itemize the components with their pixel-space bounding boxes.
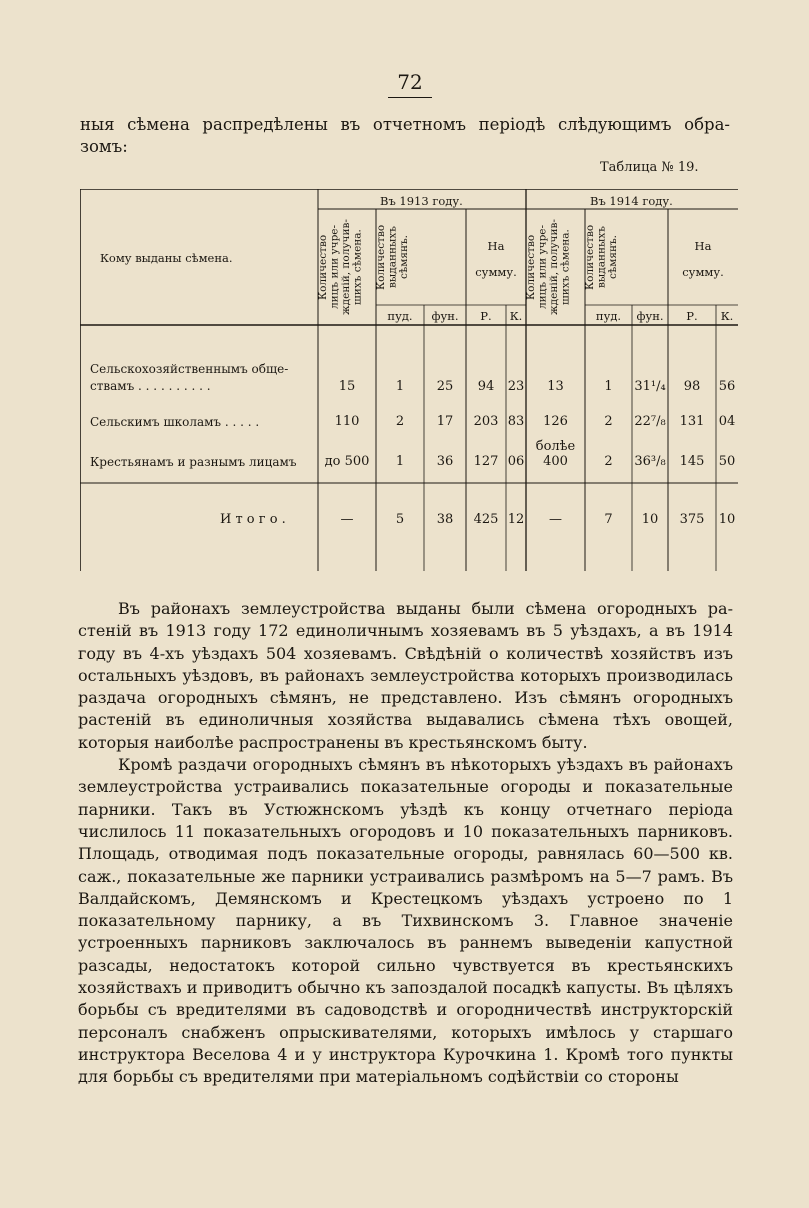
total-cell: 375: [679, 512, 705, 527]
table-cell: 2: [604, 414, 613, 429]
unit-pud-1914: пуд.: [595, 309, 622, 323]
header-quantity-1914: Количество выданныхъ сѣмянъ.: [584, 224, 619, 290]
page-number: 72: [397, 70, 423, 94]
table-cell: 06: [507, 454, 525, 469]
total-cell: —: [549, 512, 562, 527]
unit-fun-1914: фун.: [636, 309, 664, 323]
header-quantity-1913: Количество выданныхъ сѣмянъ.: [375, 224, 410, 290]
table-cell: 22⁷/₈: [634, 414, 666, 429]
header-year-1914: Въ 1914 году.: [590, 194, 673, 208]
intro-line-1: ныя сѣмена распредѣлены въ отчетномъ періодѣ слѣдующимъ обра-: [80, 115, 730, 134]
table-cell: 94: [477, 379, 495, 394]
total-cell: 7: [604, 512, 613, 527]
table-cell: 15: [338, 379, 356, 394]
total-cell: 10: [718, 512, 736, 527]
header-persons-1913: Количество лицъ или учре- жденій, получив- шихъ сѣмена.: [317, 219, 364, 315]
table-cell: 203: [473, 414, 499, 429]
table-cell: 98: [683, 379, 701, 394]
total-cell: 425: [473, 512, 499, 527]
row-label-societies-2: ствамъ . . . . . . . . . .: [90, 379, 211, 393]
table-cell: 2: [395, 414, 405, 429]
table-cell: 1: [395, 379, 405, 394]
table-cell: 13: [547, 379, 564, 394]
unit-pud-1913: пуд.: [387, 309, 413, 323]
paragraph-2: Кромѣ раздачи огородныхъ сѣмянъ въ нѣкоторыхъ уѣздахъ въ районахъ землеустройства устраивались показательные огороды и показательные парники. Такъ въ Устюжнскомъ уѣздѣ къ концу отчетнаго періода числилось 11 показательныхъ огородовъ и 10 показательныхъ парниковъ. Площадь, отводимая подъ показательные огороды, равнялась 60—500 кв. саж., показательные же парники устраивались размѣромъ на 5—7 рамъ. Въ Валдайскомъ, Демянскомъ и Крестецкомъ уѣздахъ устроено по 1 показательному парнику, а въ Тихвинскомъ 3. Главное значеніе устроенныхъ парниковъ заключалось въ раннемъ выведеніи капустной разсады, недостатокъ которой сильно чувствуется въ крестьянскихъ хозяйствахъ и приводитъ обычно къ запоздалой посадкѣ капусты. Въ цѣляхъ борьбы съ вредителями въ садоводствѣ и огородничествѣ инструкторскій персоналъ снабженъ опрыскивателями, которыхъ имѣлось у старшаго инструктора Веселова 4 и у инструктора Курочкина 1. Кромѣ того пункты для борьбы съ вредителями при матеріальномъ содѣйствіи со стороны: [78, 755, 733, 1087]
table-caption: Таблица № 19.: [600, 160, 699, 175]
row-label-peasants: Крестьянамъ и разнымъ лицамъ: [90, 455, 297, 469]
table-cell: 25: [436, 379, 454, 394]
table-cell: 36³/₈: [634, 454, 666, 469]
table-cell: 50: [718, 454, 736, 469]
table-cell: 127: [473, 454, 499, 469]
table-cell: 131: [679, 414, 705, 429]
table-cell: 36: [436, 454, 454, 469]
table-cell: до 500: [324, 454, 370, 469]
table-cell: 83: [507, 414, 525, 429]
seed-distribution-table: [80, 189, 738, 571]
page-number-underline: [388, 97, 432, 98]
table-cell: 17: [436, 414, 454, 429]
paragraph-1: Въ районахъ землеустройства выданы были сѣмена огородныхъ ра-стеній въ 1913 году 172 единоличнымъ хозяевамъ въ 5 уѣздахъ, а въ 1914 году въ 4-хъ уѣздахъ 504 хозяевамъ. Свѣдѣній о количествѣ хозяйствъ изъ остальныхъ уѣздовъ, въ районахъ землеустройства которыхъ производилась раздача огородныхъ сѣмянъ, не представлено. Изъ сѣмянъ огородныхъ растеній въ единоличныя хозяйства выдавались сѣмена тѣхъ овощей, которыя наиболѣе распространены въ крестьянскомъ быту.: [78, 599, 733, 752]
unit-r-1913: Р.: [480, 309, 492, 323]
table-cell: 1: [395, 454, 405, 469]
row-label-schools: Сельскимъ школамъ . . . . .: [90, 415, 260, 429]
unit-fun-1913: фун.: [431, 309, 459, 323]
total-cell: 38: [436, 512, 454, 527]
table-cell: 23: [507, 379, 525, 394]
table-cell: 31¹/₄: [634, 379, 666, 394]
total-cell: 5: [395, 512, 405, 527]
total-cell: —: [340, 512, 354, 527]
intro-line-2: зомъ:: [80, 137, 128, 156]
unit-k-1914: К.: [720, 309, 734, 323]
header-year-1913: Въ 1913 году.: [380, 194, 463, 208]
table-cell: 04: [718, 414, 736, 429]
table-cell: 400: [543, 454, 568, 469]
table-cell: 1: [604, 379, 613, 394]
body-text: [78, 598, 733, 1089]
row-label-societies-1: Сельскохозяйственнымъ обще-: [90, 362, 289, 376]
header-recipient: Кому выданы сѣмена.: [100, 251, 233, 265]
total-cell: 10: [641, 512, 659, 527]
total-cell: 12: [507, 512, 525, 527]
intro-text: [80, 114, 730, 158]
header-persons-1914: Количество лицъ или учре- жденій, получив- шихъ сѣмена.: [525, 219, 572, 315]
unit-k-1913: К.: [509, 309, 523, 323]
total-label: И т о г о .: [220, 512, 286, 527]
unit-r-1914: Р.: [686, 309, 698, 323]
table-cell: 126: [543, 414, 568, 429]
table-cell: 110: [334, 414, 360, 429]
header-sum-1914: На сумму.: [682, 239, 724, 279]
table-cell: 2: [604, 454, 613, 469]
header-sum-1913: На сумму.: [475, 239, 517, 279]
table-cell-note: болѣе: [535, 439, 576, 454]
table-cell: 56: [718, 379, 736, 394]
table-cell: 145: [679, 454, 705, 469]
